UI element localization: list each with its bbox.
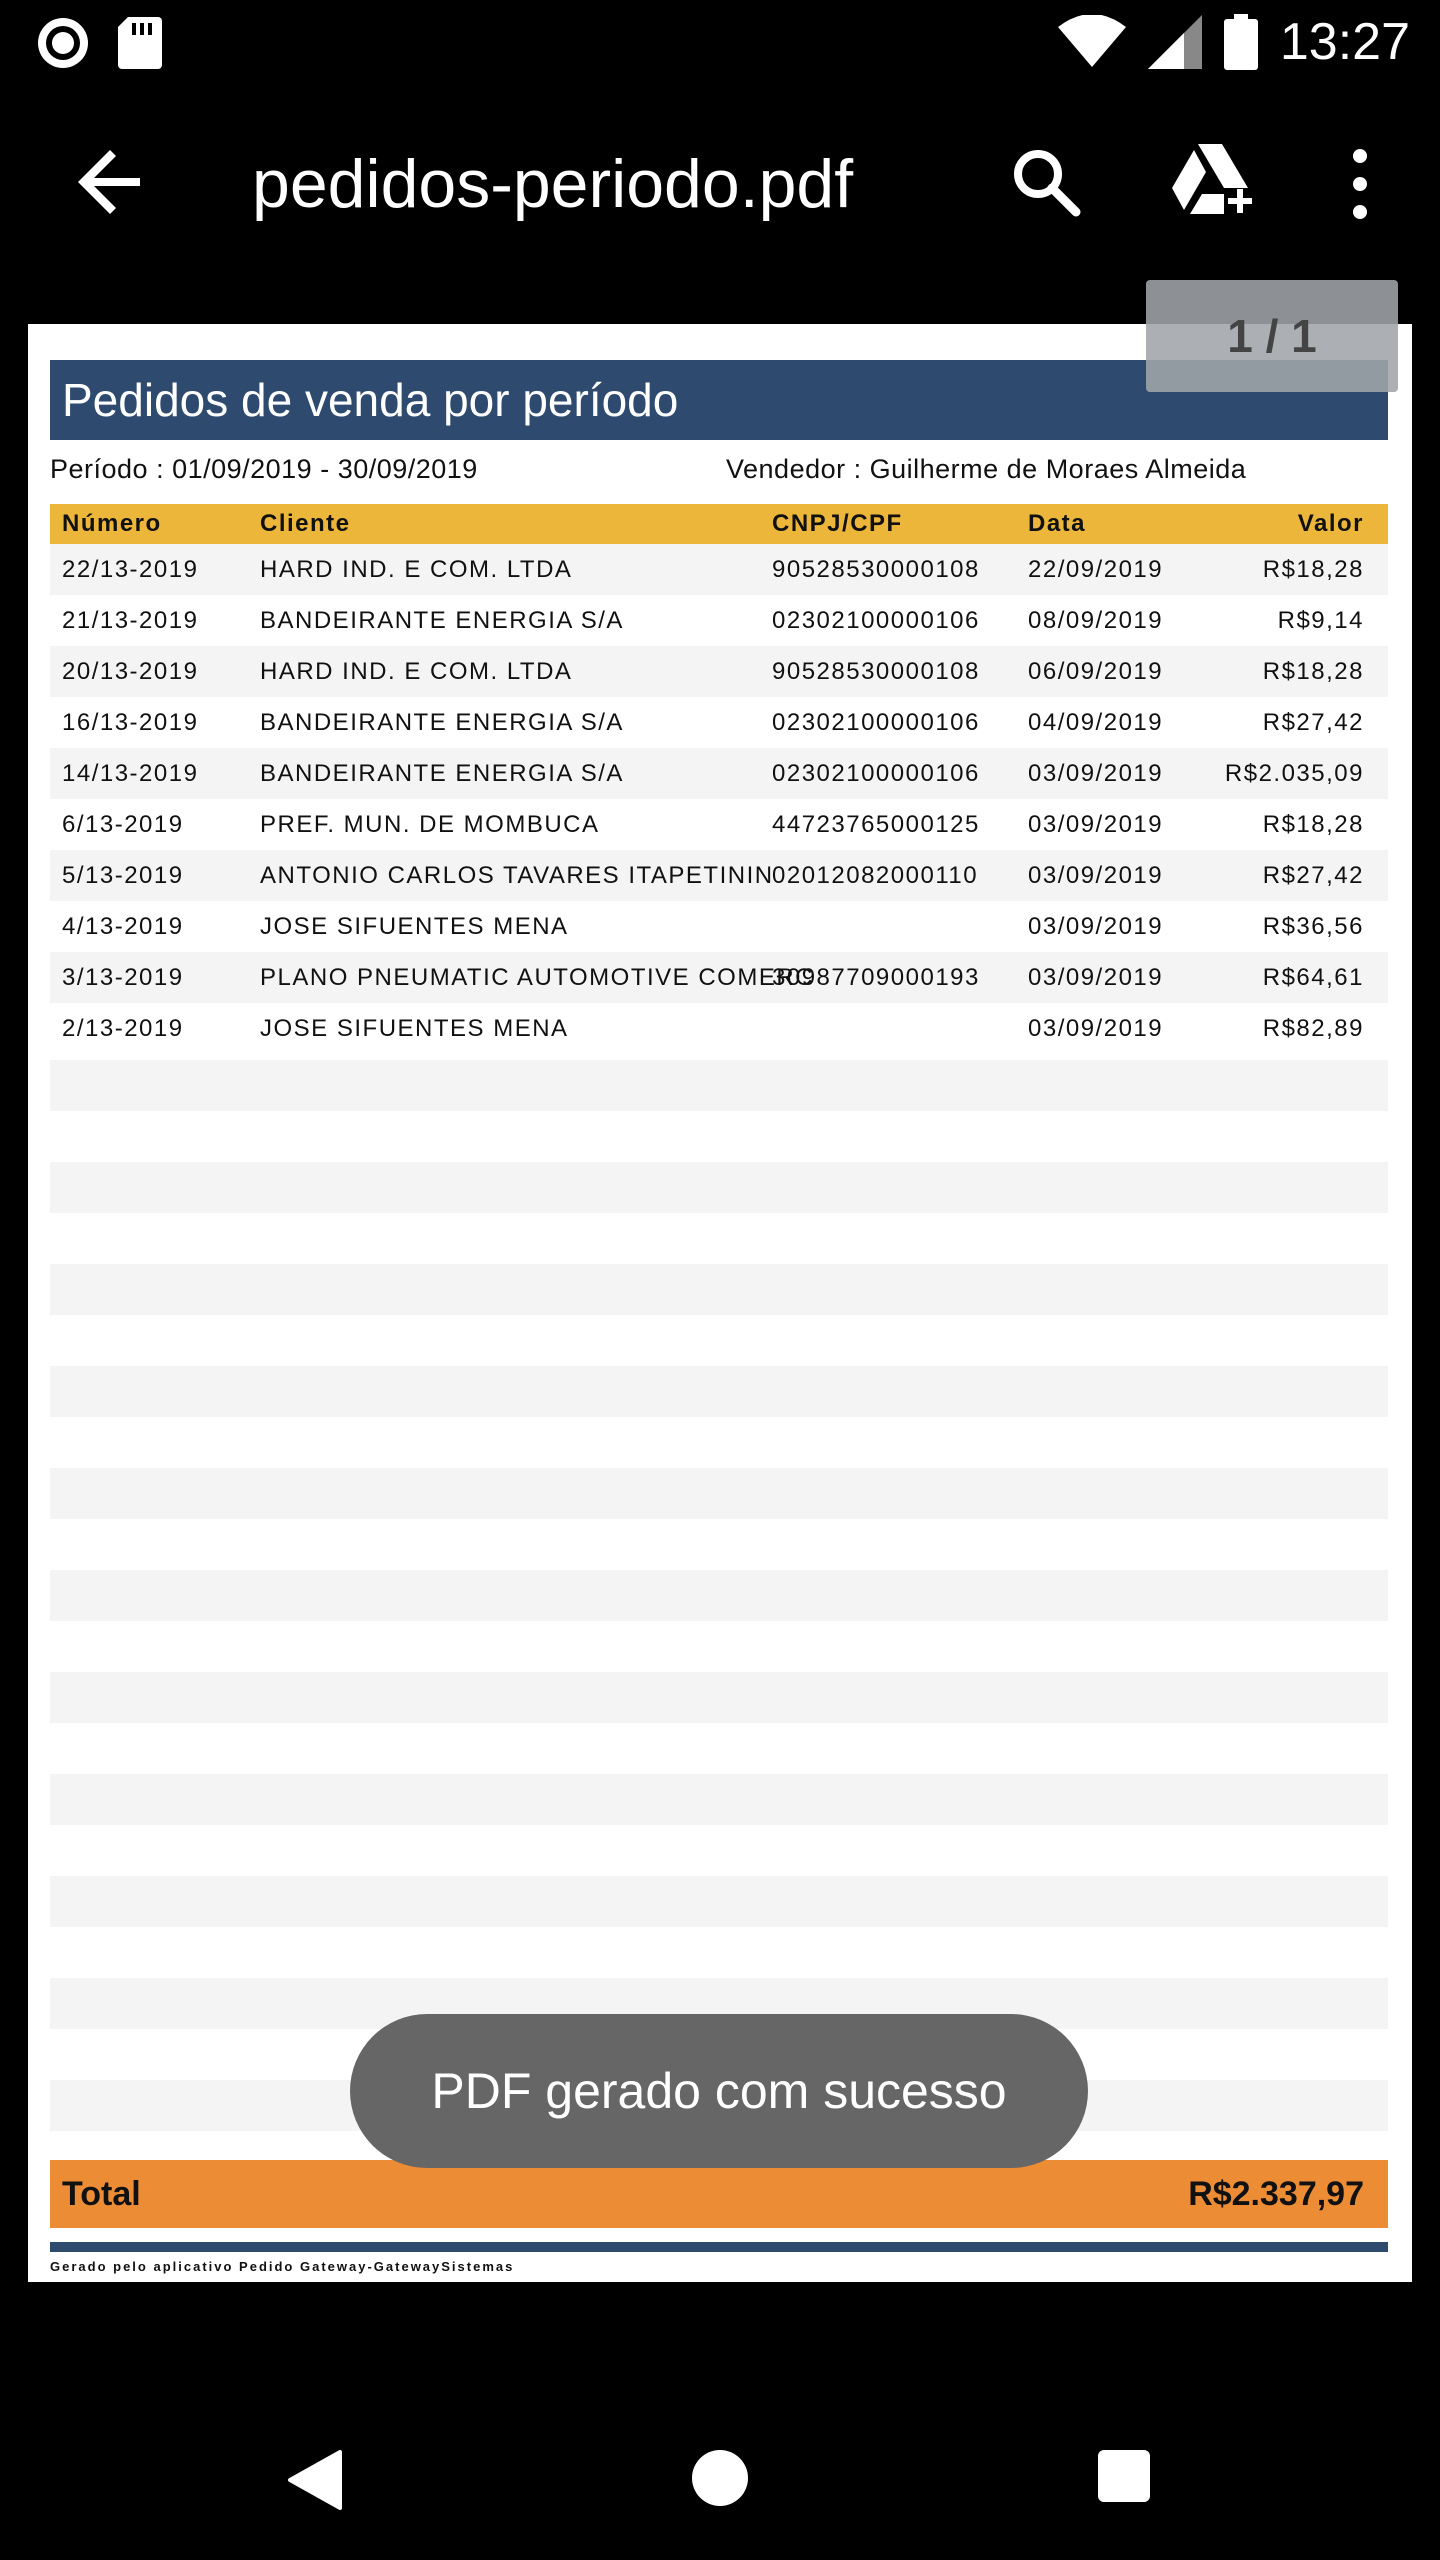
cell-data: 03/09/2019: [1028, 862, 1164, 889]
drive-add-icon[interactable]: [1172, 144, 1252, 220]
cell-valor: R$82,89: [1262, 1015, 1364, 1042]
table-header: [50, 504, 1388, 544]
cell-valor: R$64,61: [1262, 964, 1364, 991]
cell-numero: 21/13-2019: [62, 607, 199, 634]
cell-cliente: BANDEIRANTE ENERGIA S/A: [260, 709, 624, 736]
navigation-bar: [0, 2392, 1440, 2560]
cell-cliente: JOSE SIFUENTES MENA: [260, 1015, 569, 1042]
cell-data: 03/09/2019: [1028, 1015, 1164, 1042]
col-cliente: Cliente: [260, 510, 351, 537]
cell-valor: R$9,14: [1277, 607, 1364, 634]
cell-cnpj: 90528530000108: [772, 556, 980, 583]
table-row: [50, 748, 1388, 799]
cell-data: 03/09/2019: [1028, 760, 1164, 787]
table-row: [50, 646, 1388, 697]
table-row: [50, 1003, 1388, 1054]
cell-numero: 22/13-2019: [62, 556, 199, 583]
app-toolbar: [0, 84, 1440, 280]
cell-numero: 2/13-2019: [62, 1015, 184, 1042]
cell-data: 03/09/2019: [1028, 913, 1164, 940]
table-row: [50, 901, 1388, 952]
cell-valor: R$36,56: [1262, 913, 1364, 940]
total-label: Total: [62, 2175, 141, 2213]
signal-icon: [1148, 15, 1202, 69]
record-icon: [36, 16, 90, 70]
report-seller: Vendedor : Guilherme de Moraes Almeida: [726, 454, 1247, 484]
cell-numero: 4/13-2019: [62, 913, 184, 940]
nav-back-icon[interactable]: [286, 2450, 342, 2510]
cell-cnpj: 30987709000193: [772, 964, 980, 991]
col-valor: Valor: [1297, 510, 1364, 537]
total-value: R$2.337,97: [1188, 2175, 1364, 2213]
cell-valor: R$18,28: [1262, 556, 1364, 583]
nav-recents-icon[interactable]: [1098, 2450, 1150, 2502]
table-row: [50, 697, 1388, 748]
page-indicator: 1 / 1: [1146, 280, 1398, 392]
col-cnpj: CNPJ/CPF: [772, 510, 903, 537]
cell-numero: 20/13-2019: [62, 658, 199, 685]
cell-numero: 3/13-2019: [62, 964, 184, 991]
cell-cnpj: 02302100000106: [772, 709, 980, 736]
search-icon[interactable]: [1010, 146, 1082, 218]
cell-cnpj: 02302100000106: [772, 607, 980, 634]
cell-numero: 14/13-2019: [62, 760, 199, 787]
report-title: Pedidos de venda por período: [50, 360, 1388, 440]
cell-data: 03/09/2019: [1028, 811, 1164, 838]
cell-cliente: PLANO PNEUMATIC AUTOMOTIVE COMERC: [260, 964, 815, 991]
cell-valor: R$27,42: [1262, 862, 1364, 889]
battery-icon: [1224, 14, 1258, 70]
total-row: [50, 2160, 1388, 2228]
table-row: [50, 850, 1388, 901]
col-data: Data: [1028, 510, 1087, 537]
cell-cnpj: 02012082000110: [772, 862, 979, 889]
cell-cliente: PREF. MUN. DE MOMBUCA: [260, 811, 600, 838]
more-vert-icon[interactable]: [1340, 144, 1380, 224]
cell-data: 22/09/2019: [1028, 556, 1164, 583]
table-row: [50, 799, 1388, 850]
table-body: [50, 544, 1388, 1054]
cell-valor: R$27,42: [1262, 709, 1364, 736]
report-footer: Gerado pelo aplicativo Pedido Gateway-GatewaySistemas: [50, 2259, 515, 2274]
cell-numero: 5/13-2019: [62, 862, 184, 889]
cell-valor: R$2.035,09: [1224, 760, 1364, 787]
sd-card-icon: [118, 17, 162, 69]
cell-data: 06/09/2019: [1028, 658, 1164, 685]
back-arrow-icon[interactable]: [76, 146, 148, 218]
cell-cnpj: 02302100000106: [772, 760, 980, 787]
cell-cliente: BANDEIRANTE ENERGIA S/A: [260, 760, 624, 787]
col-numero: Número: [62, 510, 162, 537]
cell-cliente: BANDEIRANTE ENERGIA S/A: [260, 607, 624, 634]
cell-cliente: HARD IND. E COM. LTDA: [260, 556, 573, 583]
cell-valor: R$18,28: [1262, 811, 1364, 838]
cell-data: 08/09/2019: [1028, 607, 1164, 634]
cell-cnpj: 90528530000108: [772, 658, 980, 685]
document-title: pedidos-periodo.pdf: [252, 146, 854, 222]
cell-data: 03/09/2019: [1028, 964, 1164, 991]
footer-divider: [50, 2242, 1388, 2252]
cell-numero: 16/13-2019: [62, 709, 199, 736]
table-row: [50, 952, 1388, 1003]
toast-message: PDF gerado com sucesso: [350, 2014, 1088, 2168]
empty-table-rows: [50, 1060, 1388, 2131]
cell-cliente: ANTONIO CARLOS TAVARES ITAPETININ: [260, 862, 774, 889]
cell-cliente: HARD IND. E COM. LTDA: [260, 658, 573, 685]
status-bar: [0, 0, 1440, 84]
report-period: Período : 01/09/2019 - 30/09/2019: [50, 454, 478, 484]
table-row: [50, 595, 1388, 646]
cell-valor: R$18,28: [1262, 658, 1364, 685]
table-row: [50, 544, 1388, 595]
cell-numero: 6/13-2019: [62, 811, 184, 838]
status-time: 13:27: [1279, 13, 1410, 71]
pdf-page: [28, 324, 1412, 2282]
cell-cnpj: 44723765000125: [772, 811, 980, 838]
cell-data: 04/09/2019: [1028, 709, 1164, 736]
cell-cliente: JOSE SIFUENTES MENA: [260, 913, 569, 940]
nav-home-icon[interactable]: [692, 2450, 748, 2506]
wifi-icon: [1058, 15, 1126, 69]
